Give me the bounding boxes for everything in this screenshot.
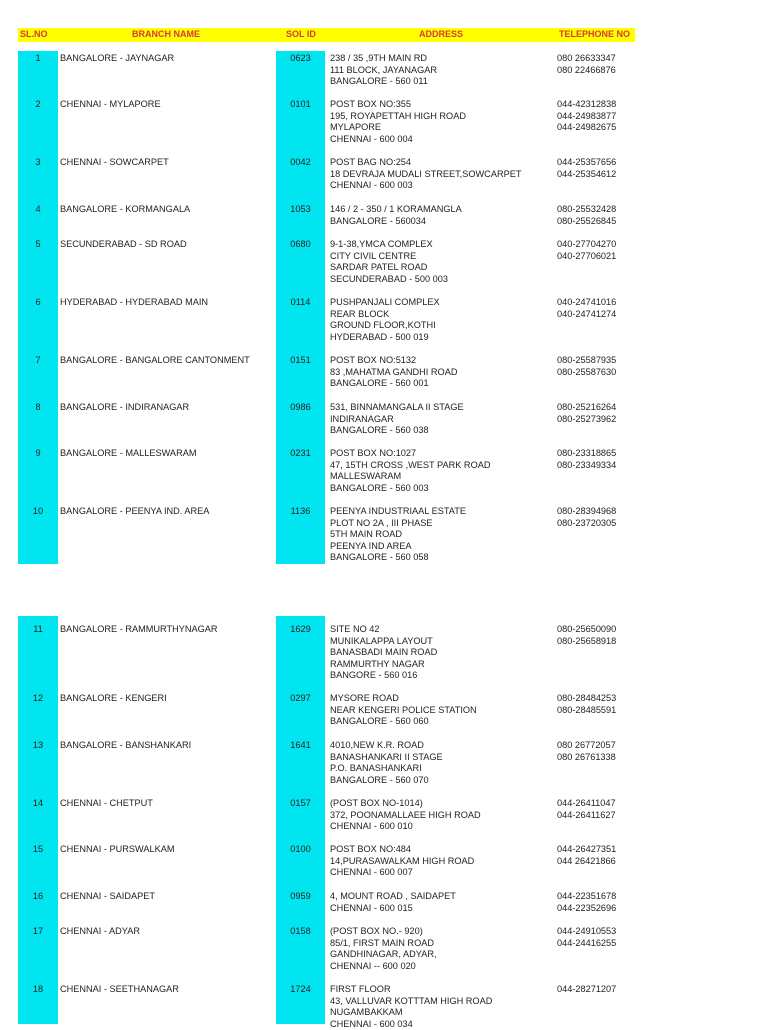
telephone-number: 044 26421866: [557, 855, 616, 866]
serial-number: 15: [32, 844, 44, 854]
address-line: BANGALORE - 560034: [330, 215, 427, 226]
address-line: 5TH MAIN ROAD: [330, 529, 402, 540]
branch-name: BANGALORE - BANGALORE CANTONMENT: [60, 355, 250, 365]
telephone-numbers: [557, 798, 616, 821]
sol-id: 0231: [290, 448, 311, 458]
telephone-numbers: [557, 926, 616, 949]
address-line: PLOT NO 2A , III PHASE: [330, 517, 433, 528]
address-line: MYSORE ROAD: [330, 693, 399, 703]
header-sol-id: SOL ID: [286, 29, 316, 39]
address-line: SARDAR PATEL ROAD: [330, 262, 428, 273]
address-line: POST BOX NO:355: [330, 99, 412, 109]
address-line: P.O. BANASHANKARI: [330, 763, 422, 774]
sol-id: 1641: [290, 740, 311, 750]
address-line: MYLAPORE: [330, 122, 382, 133]
telephone-number: 080-25650090: [557, 624, 617, 634]
address-line: CHENNAI - 600 004: [330, 133, 413, 144]
telephone-number: 080-28485591: [557, 704, 617, 715]
serial-number: 10: [32, 506, 44, 516]
telephone-number: 044-26427351: [557, 844, 617, 854]
header-address: ADDRESS: [419, 29, 464, 39]
branch-name: SECUNDERABAD - SD ROAD: [60, 239, 187, 249]
address-line: 195, ROYAPETTAH HIGH ROAD: [330, 110, 466, 121]
branch-name: CHENNAI - SEETHANAGAR: [60, 984, 179, 994]
address-line: 4, MOUNT ROAD , SAIDAPET: [330, 891, 456, 901]
branch-address: [330, 798, 481, 833]
sol-id: 0297: [290, 693, 311, 703]
address-line: RAMMURTHY NAGAR: [330, 658, 425, 669]
branch-address: [330, 506, 466, 564]
telephone-number: 080-25532428: [557, 204, 617, 214]
telephone-number: 044-26411047: [557, 798, 616, 808]
telephone-number: 080 26761338: [557, 751, 616, 762]
branch-name: BANGALORE - KORMANGALA: [60, 204, 191, 214]
branch-address: [330, 99, 466, 145]
address-line: (POST BOX NO-1014): [330, 798, 423, 808]
address-line: 18 DEVRAJA MUDALI STREET,SOWCARPET: [330, 168, 522, 179]
branch-address: [330, 984, 492, 1030]
serial-number: 6: [35, 297, 41, 307]
sol-id: 1053: [290, 204, 311, 214]
sol-column-highlight: [276, 616, 325, 1024]
branch-name: CHENNAI - SOWCARPET: [60, 157, 169, 167]
header-telephone-no: TELEPHONE NO: [559, 29, 631, 39]
serial-number: 9: [35, 448, 41, 458]
telephone-numbers: [557, 693, 616, 716]
serial-number: 1: [35, 53, 41, 63]
serial-number: 2: [35, 99, 41, 109]
telephone-numbers: [557, 239, 616, 262]
telephone-numbers: [557, 99, 616, 134]
serial-number: 12: [32, 693, 44, 703]
sol-id: 0157: [290, 798, 311, 808]
address-line: GANDHINAGAR, ADYAR,: [330, 949, 437, 960]
sol-id: 1724: [290, 984, 311, 994]
branch-address: [330, 402, 464, 437]
telephone-number: 080-25273962: [557, 413, 617, 424]
serial-number: 17: [32, 926, 44, 936]
address-line: BANASBADI MAIN ROAD: [330, 647, 438, 658]
address-line: 111 BLOCK, JAYANAGAR: [330, 64, 438, 75]
address-line: FIRST FLOOR: [330, 984, 391, 994]
telephone-number: 044-42312838: [557, 99, 617, 109]
sol-id: 0986: [290, 402, 311, 412]
address-line: BANGALORE - 560 060: [330, 716, 429, 727]
telephone-number: 080 26633347: [557, 53, 616, 63]
address-line: 146 / 2 - 350 / 1 KORAMANGLA: [330, 204, 462, 214]
address-line: NEAR KENGERI POLICE STATION: [330, 704, 477, 715]
address-line: INDIRANAGAR: [330, 413, 394, 424]
branch-name: CHENNAI - ADYAR: [60, 926, 140, 936]
telephone-numbers: [557, 740, 616, 763]
branch-name: BANGALORE - JAYNAGAR: [60, 53, 175, 63]
branch-address: [330, 297, 440, 343]
branch-name: BANGALORE - BANSHANKARI: [60, 740, 192, 750]
address-line: BANGALORE - 560 058: [330, 552, 429, 563]
address-line: CHENNAI - 600 007: [330, 867, 413, 878]
address-line: 531, BINNAMANGALA II STAGE: [330, 402, 464, 412]
sol-id: 0158: [290, 926, 311, 936]
serial-number: 11: [33, 624, 43, 634]
table-header: [18, 28, 635, 42]
telephone-numbers: [557, 506, 616, 529]
address-line: CHENNAI -- 600 020: [330, 960, 416, 971]
branch-address: [330, 204, 462, 227]
serial-number: 14: [32, 798, 44, 808]
sol-id: 0151: [290, 355, 311, 365]
address-line: BANGORE - 560 016: [330, 670, 418, 681]
sol-id: 1136: [290, 506, 311, 516]
address-line: NUGAMBAKKAM: [330, 1007, 403, 1018]
address-line: POST BOX NO:1027: [330, 448, 417, 458]
telephone-numbers: [557, 624, 616, 647]
telephone-numbers: [557, 891, 616, 914]
telephone-number: 080-25216264: [557, 402, 617, 412]
address-line: 83 ,MAHATMA GANDHI ROAD: [330, 366, 458, 377]
address-line: CHENNAI - 600 003: [330, 180, 413, 191]
telephone-numbers: [557, 402, 616, 425]
branch-name: CHENNAI - CHETPUT: [60, 798, 153, 808]
address-line: PUSHPANJALI COMPLEX: [330, 297, 440, 307]
address-line: 85/1, FIRST MAIN ROAD: [330, 937, 434, 948]
telephone-number: 044-25354612: [557, 168, 617, 179]
address-line: GROUND FLOOR,KOTHI: [330, 320, 436, 331]
sol-id: 0959: [290, 891, 311, 901]
serial-number: 7: [35, 355, 41, 365]
address-line: 47, 15TH CROSS ,WEST PARK ROAD: [330, 459, 491, 470]
serial-number: 3: [35, 157, 41, 167]
address-line: 238 / 35 ,9TH MAIN RD: [330, 53, 428, 63]
branch-address: [330, 53, 437, 88]
telephone-number: 040-27706021: [557, 250, 617, 261]
branch-name: CHENNAI - MYLAPORE: [60, 99, 161, 109]
serial-number: 4: [35, 204, 41, 214]
telephone-number: 044-25357656: [557, 157, 617, 167]
telephone-number: 080-23318865: [557, 448, 617, 458]
address-line: BANGALORE - 560 038: [330, 425, 429, 436]
address-line: CHENNAI - 600 010: [330, 821, 413, 832]
address-line: 4010,NEW K.R. ROAD: [330, 740, 424, 750]
address-line: BANGALORE - 560 001: [330, 378, 429, 389]
telephone-number: 080-25587630: [557, 366, 617, 377]
sl-column-highlight: [18, 616, 58, 1024]
telephone-numbers: [557, 297, 616, 320]
sol-id: 0623: [290, 53, 311, 63]
address-line: MUNIKALAPPA LAYOUT: [330, 635, 433, 646]
telephone-number: 044-28271207: [557, 984, 617, 994]
branch-address: [330, 355, 457, 390]
address-line: HYDERABAD - 500 019: [330, 331, 429, 342]
address-line: PEENYA IND AREA: [330, 540, 412, 551]
serial-number: 5: [35, 239, 41, 249]
address-line: PEENYA INDUSTRIAAL ESTATE: [330, 506, 466, 516]
telephone-numbers: [557, 448, 616, 471]
telephone-number: 080 26772057: [557, 740, 616, 750]
sol-id: 1629: [290, 624, 311, 634]
telephone-number: 044-22351678: [557, 891, 617, 901]
branch-address: [330, 624, 437, 682]
address-line: (POST BOX NO.- 920): [330, 926, 423, 936]
branch-name: BANGALORE - PEENYA IND. AREA: [60, 506, 210, 516]
telephone-number: 080-25587935: [557, 355, 617, 365]
telephone-numbers: [557, 204, 616, 227]
sol-id: 0042: [290, 157, 311, 167]
branch-address: [330, 740, 443, 786]
telephone-numbers: [557, 157, 616, 180]
branch-address: [330, 891, 456, 914]
branch-name: BANGALORE - MALLESWARAM: [60, 448, 197, 458]
address-line: CITY CIVIL CENTRE: [330, 250, 417, 261]
telephone-number: 044-24983877: [557, 110, 617, 121]
branch-address: [330, 926, 437, 972]
address-line: CHENNAI - 600 034: [330, 1018, 413, 1029]
address-line: 372, POONAMALLAEE HIGH ROAD: [330, 809, 481, 820]
telephone-number: 044-24416255: [557, 937, 617, 948]
serial-number: 16: [32, 891, 44, 901]
branch-name: BANGALORE - INDIRANAGAR: [60, 402, 190, 412]
telephone-numbers: [557, 844, 616, 867]
branch-address: [330, 448, 490, 494]
telephone-number: 040-27704270: [557, 239, 617, 249]
telephone-number: 044-22352696: [557, 902, 617, 913]
address-line: POST BOX NO:484: [330, 844, 412, 854]
address-line: 14,PURASAWALKAM HIGH ROAD: [330, 855, 475, 866]
telephone-number: 044-24910553: [557, 926, 617, 936]
serial-number: 18: [32, 984, 44, 994]
telephone-number: 080-28394968: [557, 506, 617, 516]
address-line: 9-1-38,YMCA COMPLEX: [330, 239, 433, 249]
branch-name: BANGALORE - RAMMURTHYNAGAR: [60, 624, 218, 634]
address-line: POST BOX NO:5132: [330, 355, 417, 365]
telephone-number: 080 22466876: [557, 64, 616, 75]
telephone-numbers: [557, 984, 616, 996]
sol-id: 0680: [290, 239, 311, 249]
branch-name: CHENNAI - PURSWALKAM: [60, 844, 175, 854]
branch-address: [330, 239, 448, 285]
telephone-number: 080-25658918: [557, 635, 617, 646]
telephone-number: 040-24741016: [557, 297, 617, 307]
branch-address: [330, 693, 477, 728]
address-line: BANASHANKARI II STAGE: [330, 751, 443, 762]
address-line: BANGALORE - 560 003: [330, 482, 429, 493]
branch-address: [330, 157, 521, 192]
address-line: 43, VALLUVAR KOTTTAM HIGH ROAD: [330, 995, 493, 1006]
telephone-number: 080-28484253: [557, 693, 617, 703]
telephone-number: 044-26411627: [557, 809, 616, 820]
branch-name: CHENNAI - SAIDAPET: [60, 891, 155, 901]
telephone-number: 044-24982675: [557, 122, 617, 133]
serial-number: 8: [35, 402, 41, 412]
serial-number: 13: [32, 740, 44, 750]
address-line: SITE NO 42: [330, 624, 380, 634]
branch-name: HYDERABAD - HYDERABAD MAIN: [60, 297, 209, 307]
telephone-number: 080-25526845: [557, 215, 617, 226]
telephone-numbers: [557, 53, 616, 76]
sol-id: 0100: [290, 844, 311, 854]
telephone-numbers: [557, 355, 616, 378]
address-line: MALLESWARAM: [330, 471, 402, 482]
telephone-number: 080-23720305: [557, 517, 617, 528]
sol-id: 0101: [290, 99, 311, 109]
address-line: BANGALORE - 560 011: [330, 76, 428, 87]
branch-name: BANGALORE - KENGERI: [60, 693, 167, 703]
header-sl-no: SL.NO: [20, 29, 48, 39]
address-line: BANGALORE - 560 070: [330, 774, 429, 785]
telephone-number: 040-24741274: [557, 308, 617, 319]
address-line: REAR BLOCK: [330, 308, 390, 319]
address-line: POST BAG NO:254: [330, 157, 412, 167]
sol-id: 0114: [290, 297, 311, 307]
address-line: SECUNDERABAD - 500 003: [330, 273, 448, 284]
address-line: CHENNAI - 600 015: [330, 902, 413, 913]
header-branch-name: BRANCH NAME: [132, 29, 200, 39]
branch-address: [330, 844, 474, 879]
telephone-number: 080-23349334: [557, 459, 617, 470]
